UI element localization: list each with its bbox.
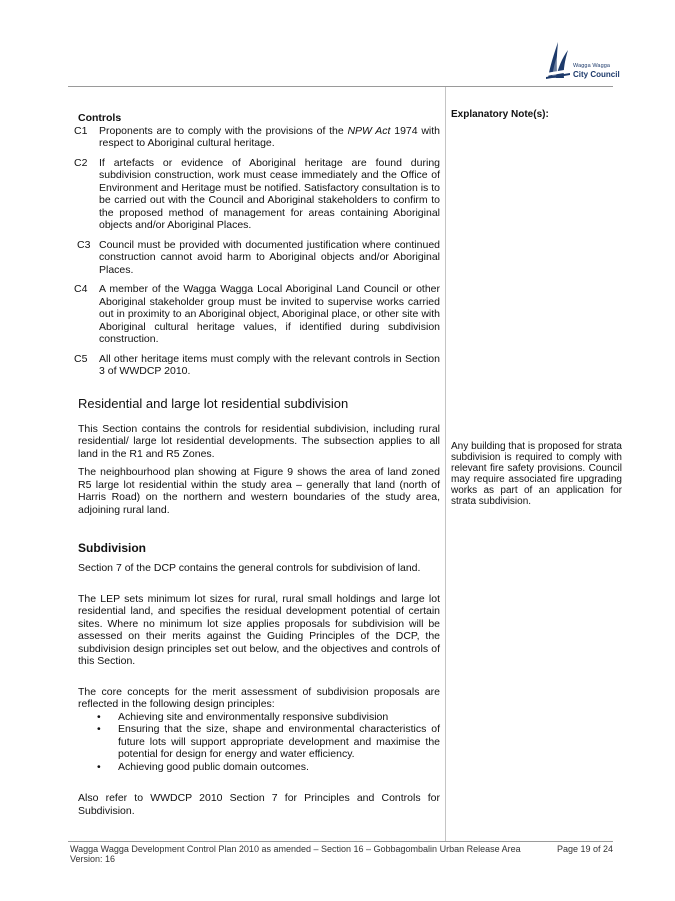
list-item: • Achieving site and environmentally responsive subdivision (118, 711, 440, 724)
control-c3 (78, 239, 440, 277)
section-heading: Residential and large lot residential subdivision (78, 395, 349, 411)
council-logo-icon (544, 40, 572, 80)
explanatory-column (451, 109, 622, 507)
control-text: All other heritage items must comply with the relevant controls in Section 3 of WWDCP 2010. (99, 352, 440, 377)
controls-heading: Controls (78, 112, 122, 124)
subsection-paragraph: The core concepts for the merit assessment of subdivision proposals are reflected in the following design principles: (78, 685, 440, 710)
control-c5 (74, 352, 440, 378)
footer-rule (68, 841, 613, 842)
control-text: If artefacts or evidence of Aboriginal heritage are found during subdivision construction, work must cease immediately and the Office of Environment and Heritage must be notified. Satisfactory consultation is to be carried out with the Council and Aboriginal stakeholders to confirm to the proposed method of management for areas containing Aboriginal objects and/or Aboriginal Places. (99, 156, 440, 231)
control-number: C1 (74, 124, 88, 137)
control-number: C5 (74, 352, 88, 365)
control-text: A member of the Wagga Wagga Local Aboriginal Land Council or other Aboriginal stakeholder group must be invited to supervise works carried out in proximity to an Aboriginal object, Aboriginal place, or other site with Aboriginal cultural heritage values, if identified during subdivision construction. (99, 283, 440, 345)
footer-title: Wagga Wagga Development Control Plan 2010 as amended – Section 16 – Gobbagombalin Urban Release Area (70, 844, 521, 854)
logo-line1: Wagga Wagga (573, 63, 611, 69)
section-paragraph: The neighbourhood plan showing at Figure 9 shows the area of land zoned R5 large lot residential within the study area – generally that land (north of Harris Road) on the northern and western boundaries of the study area, adjoining rural land. (78, 466, 440, 516)
control-act-name: NPW Act (347, 124, 391, 137)
control-text-pre: Proponents are to comply with the provisions of the (99, 124, 348, 137)
list-item: • Ensuring that the size, shape and environmental characteristics of future lots will support appropriate development and maximise the potential for design for energy and water efficiency. (118, 723, 440, 761)
final-paragraph: Also refer to WWDCP 2010 Section 7 for Principles and Controls for Subdivision. (78, 792, 440, 817)
council-logo (544, 40, 629, 82)
design-principles-list (78, 711, 440, 774)
header-rule (68, 86, 613, 87)
explanatory-note: Any building that is proposed for strata subdivision is required to comply with relevant fire safety provisions. Council may require associated fire upgrading works as part of an application for strata subdivision. (451, 441, 622, 507)
logo-line2: City Council (573, 70, 620, 79)
subsection-paragraph: The LEP sets minimum lot sizes for rural, rural small holdings and large lot residential land, and specifies the residual development potential of certain sites. Where no minimum lot size applies proposals for subdivision will be assessed on their merits against the Guiding Principles of the DCP, the subdivision design principles set out below, and the objectives and controls of this Section. (78, 592, 440, 667)
main-column (74, 112, 440, 817)
subsection-paragraph: Section 7 of the DCP contains the general controls for subdivision of land. (78, 562, 421, 574)
control-text: Council must be provided with documented justification where continued construction cannot avoid harm to Aboriginal objects and/or Aboriginal Places. (99, 238, 440, 276)
control-c1 (74, 124, 440, 150)
list-item: • Achieving good public domain outcomes. (118, 761, 440, 774)
control-number: C2 (74, 156, 88, 169)
page-footer (70, 844, 615, 864)
footer-version: Version: 16 (70, 854, 116, 864)
section-paragraph: This Section contains the controls for residential subdivision, including rural residential/ large lot residential developments. The subsection applies to all land in the R1 and R5 Zones. (78, 422, 440, 460)
control-text-post: 1974 with respect to Aboriginal cultural heritage. (99, 124, 440, 149)
page-number: Page 19 of 24 (556, 844, 613, 854)
explanatory-heading: Explanatory Note(s): (451, 109, 549, 120)
control-number: C4 (74, 283, 88, 295)
control-c4 (74, 283, 440, 346)
column-divider (445, 87, 446, 841)
control-c2 (74, 156, 440, 232)
subsection-heading: Subdivision (78, 541, 147, 555)
control-number: C3 (77, 238, 91, 251)
